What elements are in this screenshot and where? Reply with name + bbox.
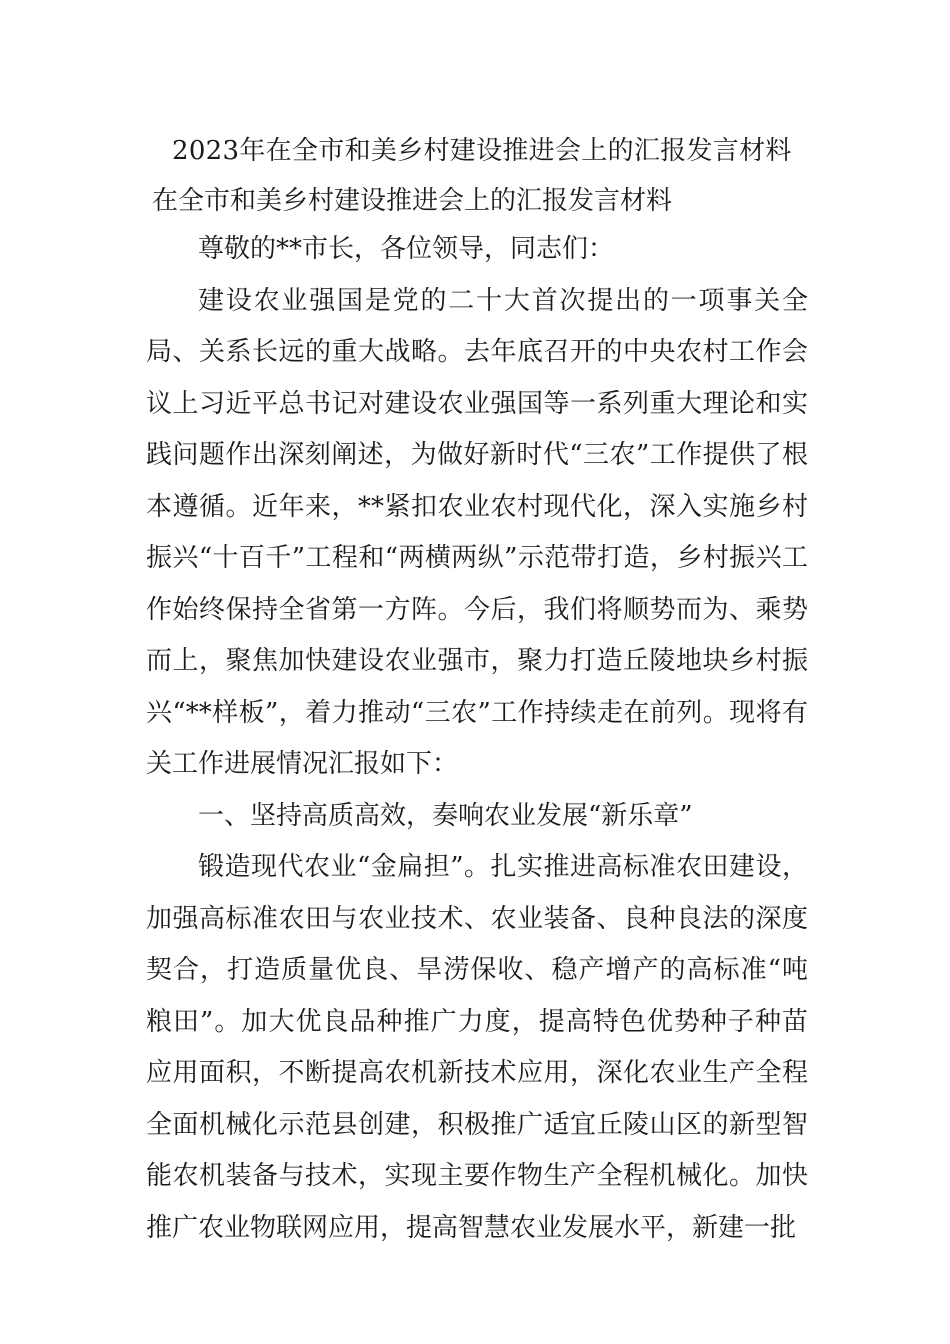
document-body xyxy=(146,224,808,1254)
document-title: 2023年在全市和美乡村建设推进会上的汇报发言材料 xyxy=(172,136,792,166)
section-heading-1: 一、坚持高质高效，奏响农业发展“新乐章” xyxy=(198,800,693,831)
salutation: 尊敬的**市长，各位领导，同志们： xyxy=(198,234,615,264)
document-subtitle: 在全市和美乡村建设推进会上的汇报发言材料 xyxy=(152,186,673,216)
paragraph-section-1: 锻造现代农业“金扁担”。扎实推进高标准农田建设，加强高标准农田与农业技术、农业装备、良种良法的深度契合，打造质量优良、旱涝保收、稳产增产的高标准“吨粮田”。加大优良品种推广力度，提高特色优势种子种苗应用面积，不断提高农机新技术应用，深化农业生产全程全面机械化示范县创建，积极推广适宜丘陵山区的新型智能农机装备与技术，实现主要作物生产全程机械化。加快推广农业物联网应用，提高智慧农业发展水平，新建一批 xyxy=(146,852,808,1243)
paragraph-intro: 建设农业强国是党的二十大首次提出的一项事关全局、关系长远的重大战略。去年底召开的中央农村工作会议上习近平总书记对建设农业强国等一系列重大理论和实践问题作出深刻阐述，为做好新时代“三农”工作提供了根本遵循。近年来，**紧扣农业农村现代化，深入实施乡村振兴“十百千”工程和“两横两纵”示范带打造，乡村振兴工作始终保持全省第一方阵。今后，我们将顺势而为、乘势而上，聚焦加快建设农业强市，聚力打造丘陵地块乡村振兴“**样板”，着力推动“三农”工作持续走在前列。现将有关工作进展情况汇报如下： xyxy=(146,285,808,779)
